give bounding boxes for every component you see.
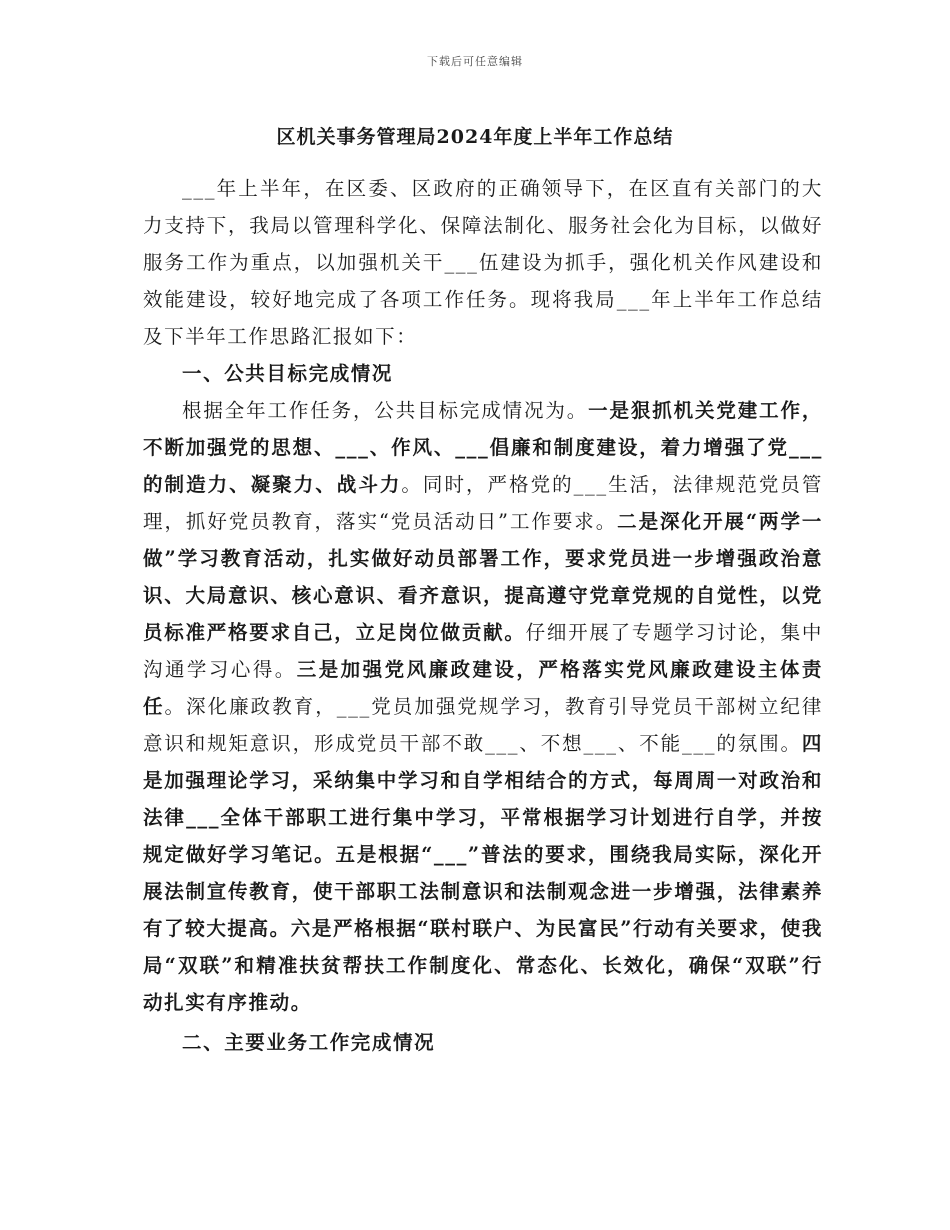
paragraph-bold-text: 二是深化开展“两学一做”学习教育活动，扎实做好动员部署工作，要求党员进一步增强政治意识、大局意识、核心意识、看齐意识，提高遵守党章党规的自觉性，以党员标准严格要求自己，立足岗位做贡献。 [143,510,823,644]
section-heading-public-goals: 一、公共目标完成情况 [182,362,394,385]
document-title: 区机关事务管理局2024年度上半年工作总结 [276,126,674,148]
document-body [143,170,823,1061]
paragraph-bold-text: 三是加强党风廉政建设，严格落实党风廉政建设主体责任 [143,658,823,718]
paragraph-text: 根据全年工作任务，公共目标完成情况为。 [182,399,589,422]
paragraph-text: 。深化廉政教育，___党员加强党规学习，教育引导党员干部树立纪律意识和规矩意识，形成党员干部不敢___、不想___、不能___的氛围。 [143,695,823,755]
header-note: 下载后可任意编辑 [427,55,523,68]
paragraph-text: 仔细开展了专题学习讨论，集中沟通学习心得。 [143,621,823,681]
paragraph-bold-text: 一是狠抓机关党建工作，不断加强党的思想、___、作风、___倡廉和制度建设，着力增强了党___的制造力、凝聚力、战斗力 [143,399,823,496]
paragraph-text: 。同时，严格党的___生活，法律规范党员管理，抓好党员教育，落实“党员活动日”工作要求。 [143,473,823,533]
paragraph-bold-text: 四是加强理论学习，采纳集中学习和自学相结合的方式，每周周一对政治和法律___全体干部职工进行集中学习，平常根据学习计划进行自学，并按规定做好学习笔记。五是根据“___”普法的要求，围绕我局实际，深化开展法制宣传教育，使干部职工法制意识和法制观念进一步增强，法律素养有了较大提高。六是严格根据“联村联户、为民富民”行动有关要求，使我局“双联”和精准扶贫帮扶工作制度化、常态化、长效化，确保“双联”行动扎实有序推动。 [143,732,823,1014]
section-paragraph-public-goals [143,392,823,1021]
section-heading-main-work: 二、主要业务工作完成情况 [182,1031,436,1054]
intro-paragraph: ___年上半年，在区委、区政府的正确领导下，在区直有关部门的大力支持下，我局以管理科学化、保障法制化、服务社会化为目标，以做好服务工作为重点，以加强机关干___伍建设为抓手，强化机关作风建设和效能建设，较好地完成了各项工作任务。现将我局___年上半年工作总结及下半年工作思路汇报如下： [143,177,823,348]
